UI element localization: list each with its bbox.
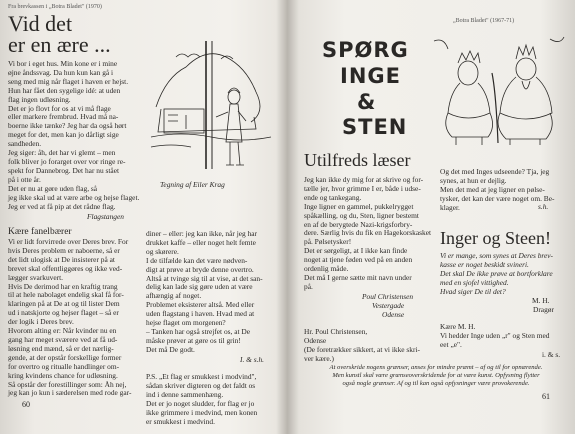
reply-text-col2: diner – eller: jeg kan ikke, når jeg har drukket kaffe – eller noget helt femte og skørere. I de tilfælde kan det være nødven- digt at prøve at bryde denne overtro. Altså at tvinge sig til at vise, at det san- delig kan lade sig gøre uden at være afhængig af noget. Problemet eksisterer altså. Med eller uden flagstang i haven. Hvad med at hejse flaget om morgenen? – Tanken har også strejfet os, at De måske prøver at gøre os til grin! Det må De godt. <box>146 229 263 354</box>
left-page <box>0 0 286 434</box>
second-reader-initials: M. H. <box>532 296 550 305</box>
illustration-flagpole <box>146 37 272 174</box>
article-title-line2: er en ære ... <box>8 32 111 57</box>
postscript: P.S. „Et flag er smukkest i modvind", sådan skriver digteren og det faldt os ind i denne sammenhæng. Det er jo noget sludder, for flag er jo ikke grimmere i medvind, men konen er smukkest i medvind. <box>146 372 258 426</box>
reader-name: Poul Christensen <box>362 292 414 301</box>
second-reply-text: Vi hedder Inge uden „r" og Sten med eet „e". <box>440 331 550 349</box>
second-reply-salutation: Kære M. H. <box>440 322 476 331</box>
reply-address: Hr. Poul Christensen, Odense (De foretrækker sikkert, at vi ikke skri- ver kære.) <box>304 327 420 363</box>
logo-line-1: SPØRG <box>322 38 409 62</box>
page-number-right: 61 <box>542 392 550 401</box>
second-reply-signature: i. & s. <box>542 350 561 359</box>
section-title-inger-og-steen: Inger og Steen! <box>440 228 551 248</box>
section-title-utilfreds: Utilfreds læser <box>304 150 411 170</box>
logo-line-3: & <box>357 90 376 114</box>
reply-text-col1: Vi er lidt forvirrede over Deres brev. For hvis Deres problem er naboerne, så er det lidt ulogisk at De insisterer på at brevet skal offentliggøres og ikke ved- lægger svarkuvert. Hvis De derimod har en kraftig trang til at hele nabolaget endelig skal få for- klaringen på at De at og til lister Dem ud i natskjorte og hejser flaget – så er der logik i Deres brev. Hvorom alting er: Når kvinder nu en gang har meget sværere ved at få ud- løsning end mænd, så er det nærlig- gende, at der opstår forskellige former for overtro og ritualle handlinger om- kring kvindens chance for udløsning. Så opstår der forestillinger som: Åh nej, jeg kan jo kun i sæderelsen med rode gar- <box>8 237 132 398</box>
reader-street: Vestergade <box>372 301 405 310</box>
reply-continued: Og det med Inges udseende? Tja, jeg synes, at hun er dejlig. Men det med at jeg ligner en pølse- tysker, det kan der være noget om. Be- klager. <box>440 167 555 212</box>
reader-town: Odense <box>382 310 405 319</box>
page-number-left: 60 <box>22 400 30 409</box>
second-reader-town: Dragør <box>533 305 554 314</box>
reply-salutation: Kære fanelbærer <box>8 227 72 237</box>
article-title-line1: Vid det <box>8 11 73 36</box>
second-reader-letter: Vi er mange, som synes at Deres brev- kasse er noget beskidt svineri. Det skal De ikke prøve at bortforklare med en sjofel vittighed. Hvad siger De til det? <box>440 251 554 296</box>
logo-line-2: INGE <box>340 64 401 88</box>
footnote: At overskride nogens grænser, anses for mindre præmt – af og til for opnærende. Men kunstl skal være grænseoverskridende for at være kunst. Opfysning flytter også nogle grænser. Af og til kan også opfysninger være provokerende. <box>329 364 543 387</box>
running-header: „Botra Bladet" (1967-71) <box>453 18 515 24</box>
running-header: Fra brevkassen i „Botra Bladet" (1970) <box>8 4 102 10</box>
letter-signature: Flagstangen <box>87 212 124 221</box>
illustration-king-and-queen <box>430 33 568 148</box>
reply-signature: I. & s.h. <box>240 355 265 364</box>
reader-letter: Jeg kan ikke dy mig for at skrive og for- tælle jer, hvor grimme I er, både i udse- ende og tankegang. Inge ligner en gammel, pukkelrygget spåkælling, og du, Sten, ligner bestemt en af de berygtede Nazi-krigsforbry- dere. Særlig hvis du fik en Hagekorskasket på. Pølsetysker! Det er sørgeligt, at I ikke kan finde noget at tjene føden ved på en anden ordenlig måde. Det må I gerne sætte mit navn under på. <box>304 175 432 291</box>
logo-line-4: STEN <box>342 115 408 139</box>
letter-text: Vi bor i eget hus. Min kone er i mine øjne åndssvag. Da hun kun kan gå i seng med mig når flaget i haven er hejst. Hun har fået den sygelige idé: at uden flag ingen udløsning. Det er jo flovt for os at vi må flage eller markere frembrud. Hvad må na- boerne ikke tænke? Jeg har da også hørt meget for det, men kan jo dårligt sige sandheden. Jeg siger: åh, det har vi glemt – men folk bliver jo forarget over vor ringe re- spekt for Dannebrog. Det har nu stået på i otte år. Det er nu at gøre uden flag, så jeg ikke skal ud at være arbe og hejse flaget. Jeg er ved at få pip at det rådne flag. <box>8 59 140 211</box>
reply-continued-signature: s.h. <box>538 202 549 211</box>
right-page <box>290 0 575 434</box>
illustration-caption: Tegning af Eiler Krag <box>160 180 225 189</box>
